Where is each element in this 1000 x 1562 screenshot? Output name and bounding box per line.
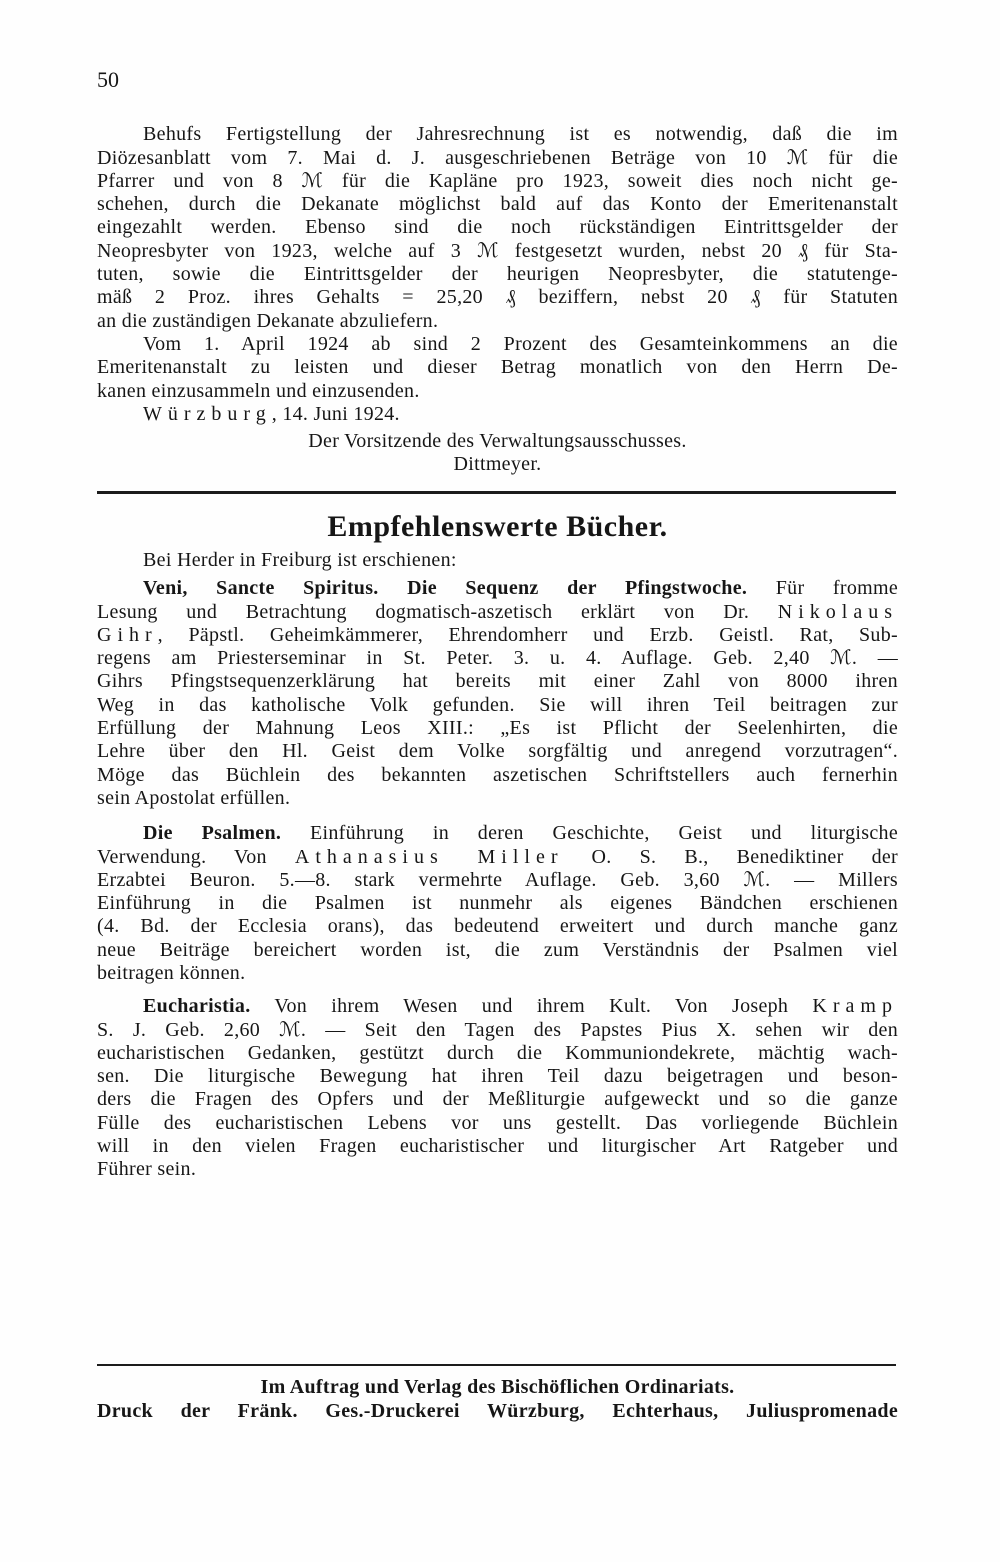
text-line	[97, 822, 898, 845]
intro-block	[97, 549, 898, 572]
dateline-place: Würzburg	[143, 402, 272, 425]
footer	[97, 1376, 898, 1423]
author-name: Gihr	[97, 623, 158, 646]
author-name: Nikolaus	[777, 600, 898, 623]
text-segment: Einführung in deren Geschichte, Geist und liturgische	[309, 822, 898, 845]
text-line: Führer sein.	[97, 1158, 197, 1181]
text-line: S. J. Geb. 2,60 ℳ. — Seit den Tagen des Papstes Pius X. sehen wir den	[97, 1018, 898, 1041]
text-segment: Von ihrem Wesen und ihrem Kult. Von Joseph	[274, 995, 789, 1018]
text-line	[97, 577, 898, 600]
text-line: beitragen können.	[97, 962, 246, 985]
section-heading: Empfehlenswerte Bücher.	[327, 510, 668, 543]
section-rule	[97, 491, 896, 494]
footer-publisher: Im Auftrag und Verlag des Bischöflichen Ordinariats.	[260, 1376, 735, 1399]
text-segment: Für fromme	[775, 577, 899, 600]
text-line	[97, 995, 898, 1018]
text-line: neue Beiträge bereichert worden ist, die zum Verständnis der Psalmen viel	[97, 938, 898, 961]
text-line: Erzabtei Beuron. 5.—8. stark vermehrte Auflage. Geb. 3,60 ℳ. — Millers	[97, 868, 898, 891]
text-line	[97, 601, 898, 624]
text-line: Diözesanblatt vom 7. Mai d. J. ausgeschriebenen Beträge von 10 ℳ für die	[97, 146, 898, 169]
text-line: an die zuständigen Dekanate abzuliefern.	[97, 309, 439, 332]
text-line: Behufs Fertigstellung der Jahresrechnung ist es notwendig, daß die im	[143, 123, 898, 146]
text-segment: , Päpstl. Geheimkämmerer, Ehrendomherr und Erzb. Geistl. Rat, Sub-	[157, 623, 898, 646]
book-title: Veni, Sancte Spiritus. Die Sequenz der Pfingstwoche.	[143, 577, 748, 600]
dateline	[97, 403, 898, 426]
text-line: schehen, durch die Dekanate möglichst bald auf das Konto der Emeritenanstalt	[97, 193, 898, 216]
text-line: ders die Fragen des Opfers und der Meßliturgie aufgeweckt und so die ganze	[97, 1088, 898, 1111]
text-line: Möge das Büchlein des bekannten aszetischen Schriftstellers auch fernerhin	[97, 763, 898, 786]
text-line: Neopresbyter von 1923, welche auf 3 ℳ festgesetzt wurden, nebst 20 ₰ für Sta-	[97, 239, 898, 262]
intro-line: Bei Herder in Freiburg ist erschienen:	[143, 549, 457, 572]
dateline-date: , 14. Juni 1924.	[271, 402, 400, 425]
signature-title: Der Vorsitzende des Verwaltungsausschusses.	[308, 430, 687, 453]
text-line: Emeritenanstalt zu leisten und dieser Betrag monatlich von den Herrn De-	[97, 356, 898, 379]
text-line: Gihrs Pfingstsequenzerklärung hat bereits mit einer Zahl von 8000 ihren	[97, 670, 898, 693]
book-title: Eucharistia.	[143, 995, 251, 1018]
text-segment: Verwendung. Von	[97, 845, 267, 868]
text-line	[97, 846, 898, 869]
text-line: regens am Priesterseminar in St. Peter. 3. u. 4. Auflage. Geb. 2,40 ℳ. —	[97, 647, 898, 670]
text-line: Weg in das katholische Volk gefunden. Sie will ihren Teil beitragen zur	[97, 693, 898, 716]
text-line: sen. Die liturgische Bewegung hat ihren Teil dazu beigetragen und beson-	[97, 1065, 898, 1088]
footer-rule	[97, 1364, 896, 1366]
text-line: tuten, sowie die Eintrittsgelder der heurigen Neopresbyter, die statutenge-	[97, 263, 898, 286]
text-line: Einführung in die Psalmen ist nunmehr als eigenes Bändchen erschienen	[97, 892, 898, 915]
text-line	[97, 624, 898, 647]
notice-section	[97, 123, 898, 426]
text-line: (4. Bd. der Ecclesia orans), das bedeutend erweitert und durch manche ganz	[97, 915, 898, 938]
page-number: 50	[97, 67, 119, 92]
signature-block	[97, 430, 898, 477]
author-name: Kramp	[812, 995, 898, 1018]
text-segment: O. S. B., Benediktiner der	[591, 845, 899, 868]
footer-printer: Druck der Fränk. Ges.-Druckerei Würzburg, Echterhaus, Juliuspromenade	[97, 1399, 898, 1422]
text-line: Fülle des eucharistischen Lebens vor uns gestellt. Das vorliegende Büchlein	[97, 1111, 898, 1134]
text-line: sein Apostolat erfüllen.	[97, 786, 291, 809]
text-line: Lehre über den Hl. Geist dem Volke sorgfältig und anregend vorzutragen“.	[97, 740, 898, 763]
text-segment: Lesung und Betrachtung dogmatisch-aszetisch erklärt von Dr.	[97, 600, 750, 623]
signature-name: Dittmeyer.	[453, 453, 542, 476]
text-line: eucharistischen Gedanken, gestützt durch die Kommuniondekrete, mächtig wach-	[97, 1041, 898, 1064]
text-line: Erfüllung der Mahnung Leos XIII.: „Es ist Pflicht der Seelenhirten, die	[97, 717, 898, 740]
text-line: Pfarrer und von 8 ℳ für die Kapläne pro 1923, soweit dies noch nicht ge-	[97, 169, 898, 192]
text-line: kanen einzusammeln und einzusenden.	[97, 379, 420, 402]
text-line: will in den vielen Fragen eucharistischer und liturgischer Art Ratgeber und	[97, 1135, 898, 1158]
book-entry	[97, 577, 898, 810]
book-entry	[97, 822, 898, 985]
text-line: Vom 1. April 1924 ab sind 2 Prozent des Gesamteinkommens an die	[143, 332, 898, 355]
text-line: eingezahlt werden. Ebenso sind die noch rückständigen Eintrittsgelder der	[97, 216, 898, 239]
text-line: mäß 2 Proz. ihres Gehalts = 25,20 ₰ beziffern, nebst 20 ₰ für Statuten	[97, 286, 898, 309]
author-name: Athanasius Miller	[294, 845, 564, 868]
book-title: Die Psalmen.	[143, 822, 282, 845]
book-entry	[97, 995, 898, 1181]
